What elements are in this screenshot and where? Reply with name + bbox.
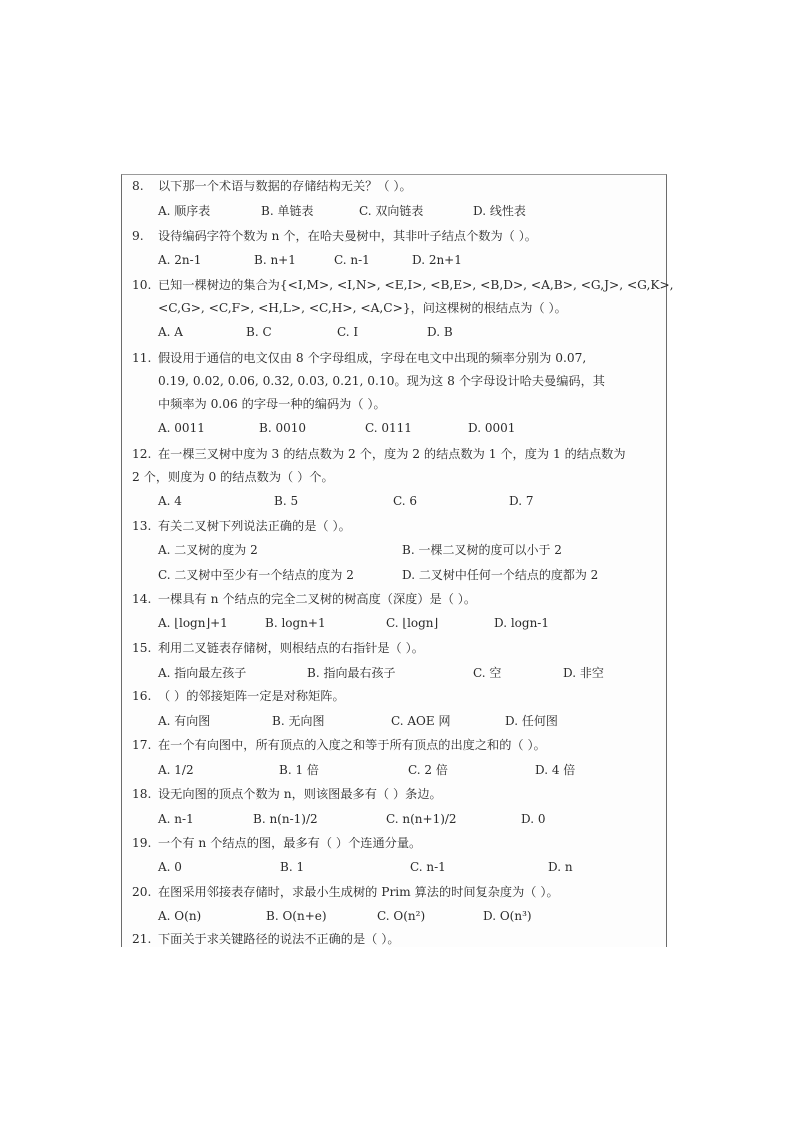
- question-15: 15. 利用二叉链表存储树，则根结点的右指针是（ ）。: [132, 641, 424, 655]
- question-16: 16. （ ）的邻接矩阵一定是对称矩阵。: [132, 689, 345, 703]
- q14-option-b: B. logn+1: [265, 616, 326, 630]
- q13-option-b: B. 一棵二叉树的度可以小于 2: [402, 543, 562, 557]
- q11-option-d: D. 0001: [468, 421, 516, 435]
- q15-option-b: B. 指向最右孩子: [307, 666, 396, 680]
- question-17: 17. 在一个有向图中，所有顶点的入度之和等于所有顶点的出度之和的（ ）。: [132, 738, 546, 752]
- q10-option-b: B. C: [246, 325, 272, 339]
- q10-option-c: C. I: [337, 325, 359, 339]
- q12-option-b: B. 5: [274, 494, 299, 508]
- q15-option-a: A. 指向最左孩子: [158, 666, 247, 680]
- q17-option-b: B. 1 倍: [279, 763, 319, 777]
- q15-option-d: D. 非空: [563, 666, 604, 680]
- question-11: 11. 假设用于通信的电文仅由 8 个字母组成，字母在电文中出现的频率分别为 0.07,: [132, 351, 587, 365]
- q8-option-d: D. 线性表: [473, 204, 526, 218]
- exam-page: [121, 174, 674, 947]
- q9-option-b: B. n+1: [254, 253, 296, 267]
- q9-option-c: C. n-1: [334, 253, 370, 267]
- question-11-cont2: 中频率为 0.06 的字母一种的编码为（ ）。: [158, 397, 386, 411]
- q20-option-a: A. O(n): [158, 909, 202, 923]
- q17-option-d: D. 4 倍: [535, 763, 576, 777]
- question-8: 8. 以下那一个术语与数据的存储结构无关？（ ）。: [132, 179, 412, 193]
- q18-option-c: C. n(n+1)/2: [386, 812, 457, 826]
- question-12: 12. 在一棵三叉树中度为 3 的结点数为 2 个，度为 2 的结点数为 1 个，度为 1 的结点数为: [132, 447, 626, 461]
- q14-option-d: D. logn-1: [494, 616, 549, 630]
- question-10-cont: <C,G>, <C,F>, <H,L>, <C,H>, <A,C>}，问这棵树的根结点为（ ）。: [158, 301, 567, 315]
- q14-option-a: A. ⌊logn⌋+1: [158, 616, 228, 630]
- q16-option-d: D. 任何图: [505, 714, 558, 728]
- question-14: 14. 一棵具有 n 个结点的完全二叉树的树高度（深度）是（ ）。: [132, 592, 477, 606]
- q18-option-d: D. 0: [521, 812, 546, 826]
- q19-option-a: A. 0: [158, 860, 182, 874]
- question-9: 9. 设待编码字符个数为 n 个，在哈夫曼树中，其非叶子结点个数为（ ）。: [132, 229, 537, 243]
- q13-option-a: A. 二叉树的度为 2: [158, 543, 258, 557]
- question-11-cont1: 0.19, 0.02, 0.06, 0.32, 0.03, 0.21, 0.10。现为这 8 个字母设计哈夫曼编码，其: [158, 374, 605, 388]
- q11-option-a: A. 0011: [158, 421, 205, 435]
- q16-option-c: C. AOE 网: [391, 714, 451, 728]
- q8-option-c: C. 双向链表: [359, 204, 424, 218]
- q16-option-b: B. 无向图: [272, 714, 325, 728]
- q12-option-a: A. 4: [158, 494, 182, 508]
- q14-option-c: C. ⌊logn⌋: [386, 616, 439, 630]
- question-13: 13. 有关二叉树下列说法正确的是（ ）。: [132, 519, 351, 533]
- q13-option-c: C. 二叉树中至少有一个结点的度为 2: [158, 568, 354, 582]
- question-21: 21. 下面关于求关键路径的说法不正确的是（ ）。: [132, 932, 400, 946]
- question-20: 20. 在图采用邻接表存储时，求最小生成树的 Prim 算法的时间复杂度为（ ）。: [132, 885, 559, 899]
- q17-option-a: A. 1/2: [158, 763, 194, 777]
- q18-option-a: A. n-1: [158, 812, 194, 826]
- q20-option-d: D. O(n³): [483, 909, 532, 923]
- q13-option-d: D. 二叉树中任何一个结点的度都为 2: [402, 568, 599, 582]
- q10-option-a: A. A: [158, 325, 183, 339]
- q12-option-d: D. 7: [509, 494, 534, 508]
- question-19: 19. 一个有 n 个结点的图，最多有（ ）个连通分量。: [132, 836, 422, 850]
- question-10: 10. 已知一棵树边的集合为{<I,M>, <I,N>, <E,I>, <B,E>, <B,D>, <A,B>, <G,J>, <G,K>,: [132, 278, 674, 292]
- q11-option-c: C. 0111: [365, 421, 412, 435]
- q9-option-d: D. 2n+1: [412, 253, 462, 267]
- q17-option-c: C. 2 倍: [408, 763, 448, 777]
- q18-option-b: B. n(n-1)/2: [253, 812, 318, 826]
- q12-option-c: C. 6: [393, 494, 418, 508]
- q10-option-d: D. B: [427, 325, 453, 339]
- q19-option-d: D. n: [548, 860, 573, 874]
- q8-option-a: A. 顺序表: [158, 204, 211, 218]
- question-18: 18. 设无向图的顶点个数为 n，则该图最多有（ ）条边。: [132, 787, 442, 801]
- q20-option-b: B. O(n+e): [266, 909, 327, 923]
- q19-option-b: B. 1: [280, 860, 305, 874]
- q8-option-b: B. 单链表: [261, 204, 314, 218]
- q20-option-c: C. O(n²): [377, 909, 426, 923]
- q16-option-a: A. 有向图: [158, 714, 211, 728]
- q19-option-c: C. n-1: [410, 860, 446, 874]
- q15-option-c: C. 空: [473, 666, 502, 680]
- q11-option-b: B. 0010: [259, 421, 306, 435]
- q9-option-a: A. 2n-1: [158, 253, 202, 267]
- question-12-cont: 2 个，则度为 0 的结点数为（ ）个。: [132, 470, 334, 484]
